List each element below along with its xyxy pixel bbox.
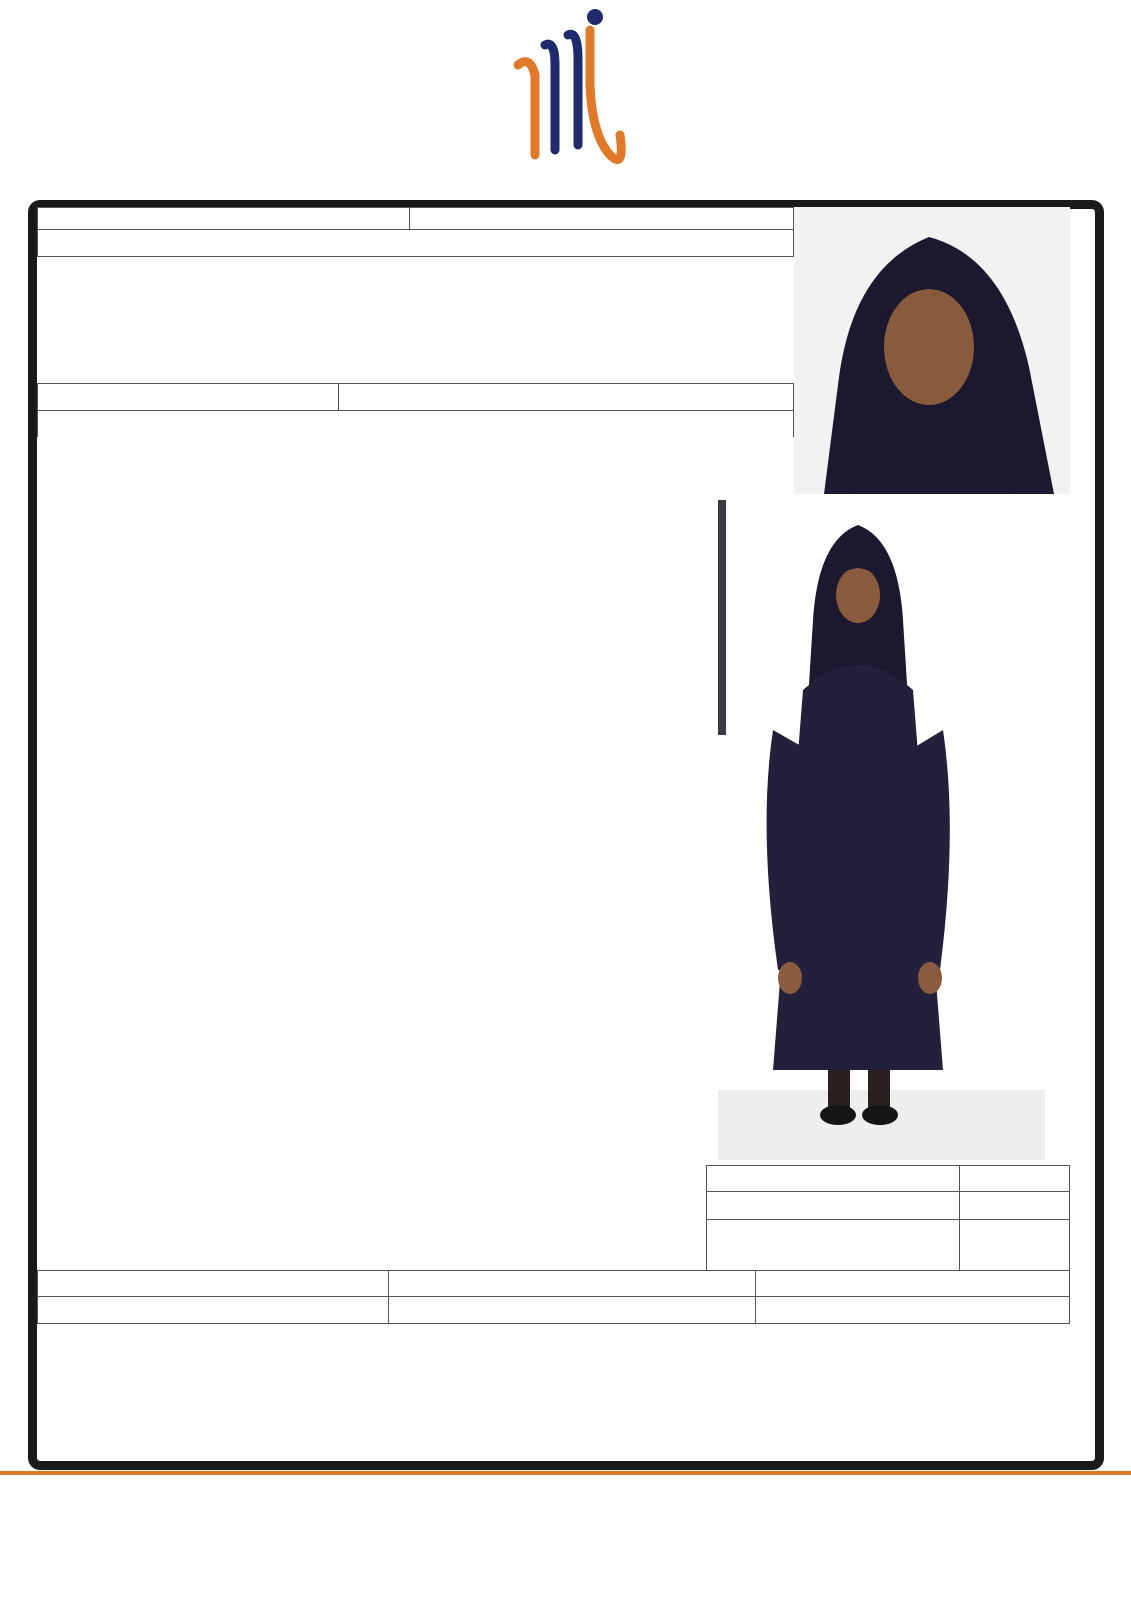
mobile-cell [37,207,410,230]
country-extra-cell [755,1270,1070,1297]
spacer-row [37,410,794,438]
applicant-portrait-photo [794,207,1070,494]
country-value-cell [388,1270,756,1297]
name-sp-value [959,1191,1070,1220]
period-extra-cell [755,1296,1070,1324]
applicant-full-body-photo [718,500,1045,1160]
period-value-cell [388,1296,756,1324]
employment-cell [37,229,794,257]
date-selected-cell [706,1165,960,1192]
name-sp-cell [706,1191,960,1220]
country-label-cell [37,1270,389,1297]
period-label-cell [37,1296,389,1324]
blank-cell-1 [706,1219,960,1271]
name-value-cell [338,383,794,411]
company-logo-icon [500,5,640,175]
blank-cell-2 [959,1219,1070,1271]
name-label-cell [37,383,339,411]
details-heading-cell [37,437,794,496]
footer-divider [0,1471,1131,1475]
date-selected-value [959,1165,1070,1192]
mobile-value-cell [409,207,794,230]
